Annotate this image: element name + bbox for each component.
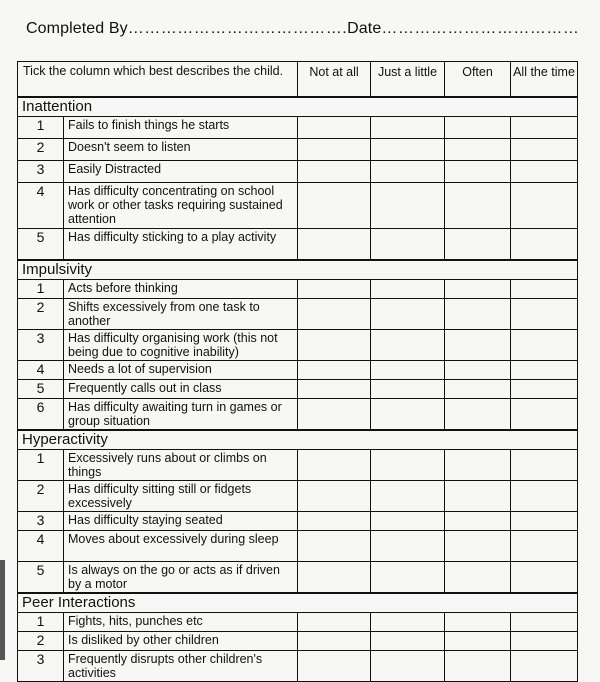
tick-cell-often[interactable] — [445, 449, 511, 480]
section-impulsivity — [18, 260, 578, 280]
tick-cell-all-the-time[interactable] — [511, 379, 578, 398]
behaviour-rating-table — [17, 61, 578, 682]
tick-cell-all-the-time[interactable] — [511, 298, 578, 329]
tick-cell-often[interactable] — [445, 480, 511, 511]
tick-cell-just-a-little[interactable] — [371, 561, 445, 593]
tick-cell-all-the-time[interactable] — [511, 228, 578, 260]
item-text: Has difficulty sitting still or fidgets excessively — [64, 480, 298, 511]
completed-by-label: Completed By — [26, 20, 128, 37]
item-text: Has difficulty awaiting turn in games or group situation — [64, 398, 298, 430]
section-inattention — [18, 97, 578, 117]
tick-cell-not-at-all[interactable] — [298, 379, 371, 398]
tick-cell-not-at-all[interactable] — [298, 398, 371, 430]
section-hyperactivity — [18, 430, 578, 450]
tick-cell-not-at-all[interactable] — [298, 298, 371, 329]
tick-cell-all-the-time[interactable] — [511, 160, 578, 182]
tick-cell-all-the-time[interactable] — [511, 138, 578, 160]
table-row — [18, 329, 578, 360]
tick-cell-not-at-all[interactable] — [298, 561, 371, 593]
tick-cell-all-the-time[interactable] — [511, 650, 578, 681]
tick-cell-just-a-little[interactable] — [371, 329, 445, 360]
table-row — [18, 116, 578, 138]
tick-cell-often[interactable] — [445, 612, 511, 631]
tick-cell-just-a-little[interactable] — [371, 116, 445, 138]
tick-cell-not-at-all[interactable] — [298, 116, 371, 138]
completed-by-field[interactable]: …………………………………. — [127, 20, 348, 37]
table-row — [18, 561, 578, 593]
tick-cell-all-the-time[interactable] — [511, 511, 578, 530]
table-row — [18, 511, 578, 530]
item-text: Moves about excessively during sleep — [64, 530, 298, 561]
tick-cell-all-the-time[interactable] — [511, 182, 578, 228]
table-row — [18, 650, 578, 681]
tick-cell-not-at-all[interactable] — [298, 360, 371, 379]
tick-cell-all-the-time[interactable] — [511, 398, 578, 430]
tick-cell-often[interactable] — [445, 631, 511, 650]
table-row — [18, 182, 578, 228]
tick-cell-often[interactable] — [445, 160, 511, 182]
tick-cell-often[interactable] — [445, 398, 511, 430]
tick-cell-often[interactable] — [445, 511, 511, 530]
section-title: Inattention — [18, 97, 578, 117]
tick-cell-just-a-little[interactable] — [371, 298, 445, 329]
item-text: Fails to finish things he starts — [64, 116, 298, 138]
tick-cell-not-at-all[interactable] — [298, 530, 371, 561]
table-header-row — [18, 62, 578, 97]
item-number: 1 — [18, 279, 64, 298]
item-number: 6 — [18, 398, 64, 430]
table-row — [18, 398, 578, 430]
tick-cell-often[interactable] — [445, 182, 511, 228]
item-number: 4 — [18, 182, 64, 228]
tick-cell-all-the-time[interactable] — [511, 480, 578, 511]
tick-cell-just-a-little[interactable] — [371, 650, 445, 681]
item-number: 4 — [18, 360, 64, 379]
date-label: Date — [347, 20, 382, 37]
tick-cell-all-the-time[interactable] — [511, 530, 578, 561]
item-text: Excessively runs about or climbs on things — [64, 449, 298, 480]
item-number: 4 — [18, 530, 64, 561]
item-text: Has difficulty concentrating on school work or other tasks requiring sustained attention — [64, 182, 298, 228]
table-row — [18, 138, 578, 160]
tick-cell-not-at-all[interactable] — [298, 511, 371, 530]
tick-cell-often[interactable] — [445, 298, 511, 329]
tick-cell-not-at-all[interactable] — [298, 138, 371, 160]
item-text: Doesn't seem to listen — [64, 138, 298, 160]
tick-cell-not-at-all[interactable] — [298, 449, 371, 480]
tick-cell-all-the-time[interactable] — [511, 116, 578, 138]
item-text: Frequently disrupts other children's activities — [64, 650, 298, 681]
section-title: Peer Interactions — [18, 593, 578, 613]
tick-cell-all-the-time[interactable] — [511, 612, 578, 631]
item-number: 3 — [18, 511, 64, 530]
tick-cell-not-at-all[interactable] — [298, 631, 371, 650]
item-number: 2 — [18, 480, 64, 511]
item-number: 3 — [18, 329, 64, 360]
tick-cell-often[interactable] — [445, 650, 511, 681]
tick-cell-often[interactable] — [445, 138, 511, 160]
item-number: 3 — [18, 160, 64, 182]
tick-cell-often[interactable] — [445, 530, 511, 561]
tick-cell-not-at-all[interactable] — [298, 228, 371, 260]
table-row — [18, 228, 578, 260]
tick-cell-just-a-little[interactable] — [371, 398, 445, 430]
item-number: 2 — [18, 138, 64, 160]
tick-cell-often[interactable] — [445, 116, 511, 138]
tick-cell-just-a-little[interactable] — [371, 228, 445, 260]
tick-cell-just-a-little[interactable] — [371, 530, 445, 561]
tick-cell-not-at-all[interactable] — [298, 612, 371, 631]
tick-cell-all-the-time[interactable] — [511, 561, 578, 593]
table-row — [18, 530, 578, 561]
item-number: 1 — [18, 612, 64, 631]
tick-cell-just-a-little[interactable] — [371, 449, 445, 480]
item-text: Needs a lot of supervision — [64, 360, 298, 379]
tick-cell-not-at-all[interactable] — [298, 160, 371, 182]
item-number: 5 — [18, 379, 64, 398]
item-text: Shifts excessively from one task to another — [64, 298, 298, 329]
tick-cell-just-a-little[interactable] — [371, 160, 445, 182]
item-text: Is disliked by other children — [64, 631, 298, 650]
tick-cell-just-a-little[interactable] — [371, 480, 445, 511]
table-row — [18, 631, 578, 650]
section-title: Hyperactivity — [18, 430, 578, 450]
table-row — [18, 279, 578, 298]
table-row — [18, 480, 578, 511]
item-text: Acts before thinking — [64, 279, 298, 298]
tick-cell-all-the-time[interactable] — [511, 279, 578, 298]
tick-cell-often[interactable] — [445, 228, 511, 260]
tick-cell-often[interactable] — [445, 279, 511, 298]
item-text: Has difficulty organising work (this not being due to cognitive inability) — [64, 329, 298, 360]
tick-cell-not-at-all[interactable] — [298, 480, 371, 511]
item-text: Has difficulty sticking to a play activity — [64, 228, 298, 260]
column-header-just-a-little: Just a little — [371, 62, 445, 97]
tick-cell-all-the-time[interactable] — [511, 329, 578, 360]
tick-cell-all-the-time[interactable] — [511, 631, 578, 650]
item-number: 1 — [18, 116, 64, 138]
tick-cell-just-a-little[interactable] — [371, 360, 445, 379]
instruction-text: Tick the column which best describes the child. — [18, 62, 298, 97]
tick-cell-often[interactable] — [445, 561, 511, 593]
column-header-not-at-all: Not at all — [298, 62, 371, 97]
tick-cell-just-a-little[interactable] — [371, 612, 445, 631]
item-text: Easily Distracted — [64, 160, 298, 182]
tick-cell-just-a-little[interactable] — [371, 379, 445, 398]
item-number: 5 — [18, 228, 64, 260]
tick-cell-just-a-little[interactable] — [371, 511, 445, 530]
date-field[interactable]: ……………………………… — [381, 20, 580, 37]
tick-cell-all-the-time[interactable] — [511, 449, 578, 480]
item-text: Fights, hits, punches etc — [64, 612, 298, 631]
tick-cell-often[interactable] — [445, 379, 511, 398]
tick-cell-not-at-all[interactable] — [298, 279, 371, 298]
tick-cell-often[interactable] — [445, 329, 511, 360]
section-title: Impulsivity — [18, 260, 578, 280]
tick-cell-all-the-time[interactable] — [511, 360, 578, 379]
tick-cell-not-at-all[interactable] — [298, 650, 371, 681]
item-number: 1 — [18, 449, 64, 480]
item-text: Has difficulty staying seated — [64, 511, 298, 530]
tick-cell-not-at-all[interactable] — [298, 182, 371, 228]
column-header-often: Often — [445, 62, 511, 97]
tick-cell-not-at-all[interactable] — [298, 329, 371, 360]
table-row — [18, 612, 578, 631]
table-row — [18, 449, 578, 480]
item-text: Is always on the go or acts as if driven by a motor — [64, 561, 298, 593]
item-number: 2 — [18, 631, 64, 650]
table-row — [18, 160, 578, 182]
form-header — [26, 20, 579, 38]
tick-cell-just-a-little[interactable] — [371, 138, 445, 160]
item-number: 2 — [18, 298, 64, 329]
table-row — [18, 379, 578, 398]
column-header-all-the-time: All the time — [511, 62, 578, 97]
item-text: Frequently calls out in class — [64, 379, 298, 398]
item-number: 5 — [18, 561, 64, 593]
item-number: 3 — [18, 650, 64, 681]
table-row — [18, 298, 578, 329]
page-edge-shadow — [0, 560, 5, 660]
section-peer-interactions — [18, 593, 578, 613]
tick-cell-often[interactable] — [445, 360, 511, 379]
tick-cell-just-a-little[interactable] — [371, 631, 445, 650]
tick-cell-just-a-little[interactable] — [371, 279, 445, 298]
tick-cell-just-a-little[interactable] — [371, 182, 445, 228]
table-row — [18, 360, 578, 379]
